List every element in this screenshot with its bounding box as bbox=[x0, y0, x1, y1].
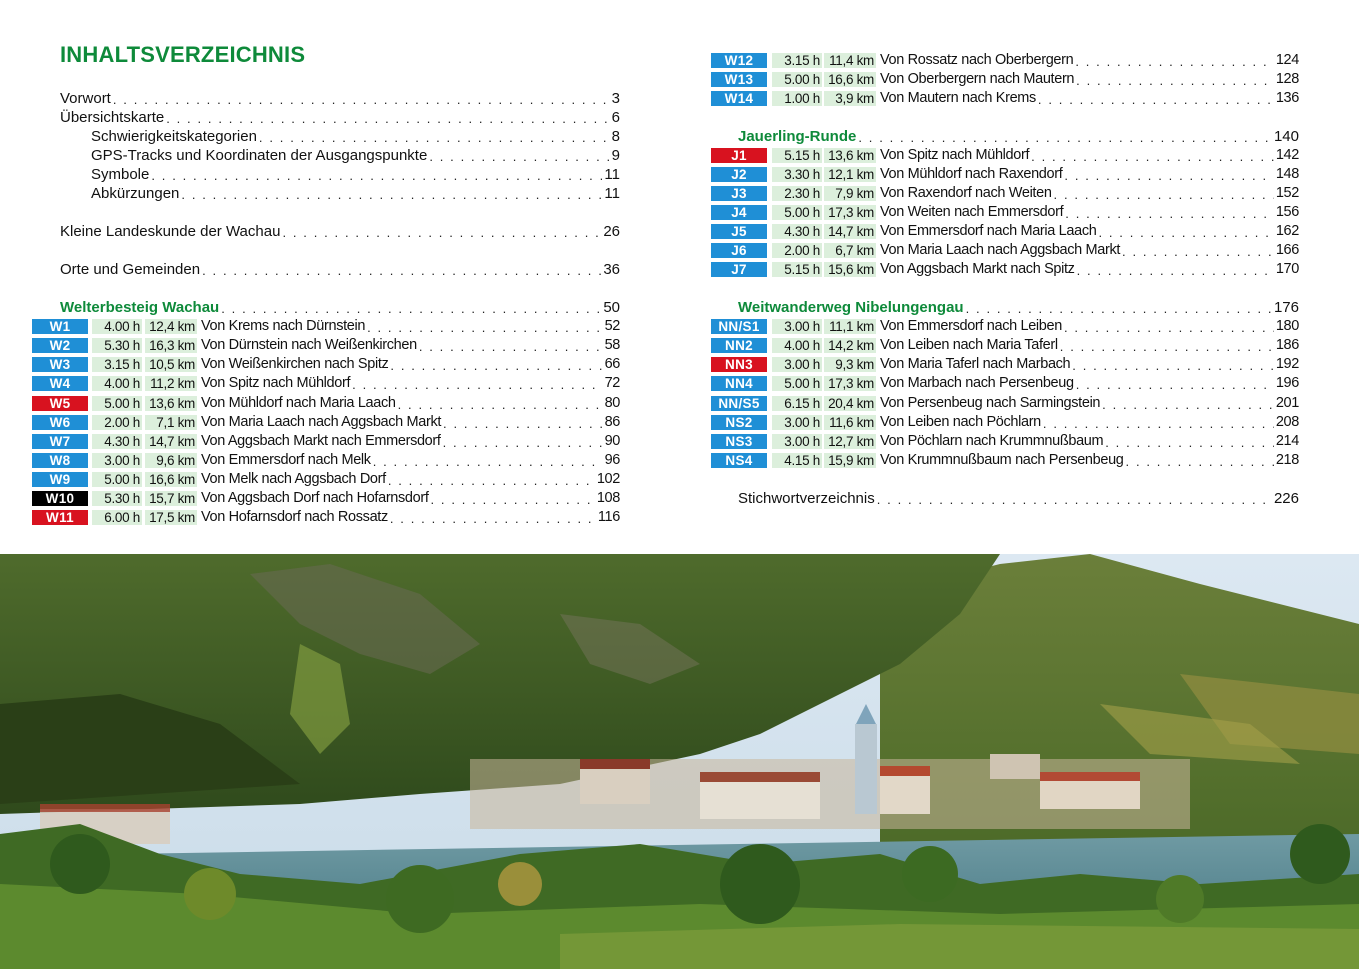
route-badge-j6: J6 bbox=[711, 243, 767, 258]
leader-dots bbox=[1122, 243, 1274, 260]
toc-entry-landeskunde[interactable] bbox=[60, 222, 620, 241]
route-entry-nn2[interactable] bbox=[880, 336, 1299, 355]
leader-dots bbox=[431, 491, 595, 508]
toc-subentry-gps[interactable] bbox=[91, 146, 620, 165]
leader-dots bbox=[1105, 434, 1274, 451]
route-badge-j2: J2 bbox=[711, 167, 767, 182]
route-badge-j3: J3 bbox=[711, 186, 767, 201]
leader-dots bbox=[429, 148, 609, 165]
route-page: 186 bbox=[1275, 337, 1299, 353]
leader-dots bbox=[1076, 376, 1274, 393]
route-time: 5.00 h bbox=[772, 376, 822, 391]
route-time: 5.30 h bbox=[92, 338, 142, 353]
route-badge-w11: W11 bbox=[32, 510, 88, 525]
toc-entry-page: 26 bbox=[603, 223, 620, 240]
route-entry-w6[interactable] bbox=[201, 413, 620, 432]
toc-subentry-symbole[interactable] bbox=[91, 165, 620, 184]
route-distance: 16,6 km bbox=[824, 72, 876, 87]
section-page: 50 bbox=[603, 299, 620, 316]
route-page: 196 bbox=[1275, 375, 1299, 391]
route-entry-w3[interactable] bbox=[201, 355, 620, 374]
leader-dots bbox=[1072, 357, 1274, 374]
route-entry-w12[interactable] bbox=[880, 51, 1299, 70]
route-entry-w5[interactable] bbox=[201, 394, 620, 413]
route-time: 4.15 h bbox=[772, 453, 822, 468]
section-title: Weitwanderweg Nibelungengau bbox=[738, 299, 964, 316]
route-entry-ns3[interactable] bbox=[880, 432, 1299, 451]
route-entry-w4[interactable] bbox=[201, 374, 620, 393]
route-page: 80 bbox=[604, 395, 620, 411]
route-distance: 11,2 km bbox=[145, 376, 197, 391]
route-entry-j7[interactable] bbox=[880, 260, 1299, 279]
toc-entry-page: 6 bbox=[611, 109, 620, 126]
leader-dots bbox=[181, 186, 602, 203]
route-page: 201 bbox=[1275, 395, 1299, 411]
route-page: 148 bbox=[1275, 166, 1299, 182]
route-entry-w2[interactable] bbox=[201, 336, 620, 355]
route-distance: 15,6 km bbox=[824, 262, 876, 277]
toc-subentry-schwierigkeit[interactable] bbox=[91, 127, 620, 146]
route-badge-j7: J7 bbox=[711, 262, 767, 277]
leader-dots bbox=[1076, 72, 1274, 89]
leader-dots bbox=[367, 319, 602, 336]
route-entry-w8[interactable] bbox=[201, 451, 620, 470]
route-badge-nn4: NN4 bbox=[711, 376, 767, 391]
toc-entry-page: 226 bbox=[1273, 490, 1299, 507]
route-badge-j4: J4 bbox=[711, 205, 767, 220]
toc-entry-title: Symbole bbox=[91, 166, 150, 183]
route-badge-w2: W2 bbox=[32, 338, 88, 353]
route-distance: 11,4 km bbox=[824, 53, 876, 68]
route-badge-w1: W1 bbox=[32, 319, 88, 334]
route-page: 214 bbox=[1275, 433, 1299, 449]
route-badge-nn3: NN3 bbox=[711, 357, 767, 372]
leader-dots bbox=[877, 491, 1272, 508]
route-distance: 17,3 km bbox=[824, 376, 876, 391]
leader-dots bbox=[443, 434, 603, 451]
route-distance: 12,1 km bbox=[824, 167, 876, 182]
leader-dots bbox=[419, 338, 603, 355]
route-page: 180 bbox=[1275, 318, 1299, 334]
route-badge-ns3: NS3 bbox=[711, 434, 767, 449]
leader-dots bbox=[1043, 415, 1274, 432]
route-badge-w10: W10 bbox=[32, 491, 88, 506]
route-entry-w1[interactable] bbox=[201, 317, 620, 336]
leader-dots bbox=[1031, 148, 1274, 165]
route-badge-ns2: NS2 bbox=[711, 415, 767, 430]
route-distance: 14,7 km bbox=[824, 224, 876, 239]
route-page: 124 bbox=[1275, 52, 1299, 68]
route-entry-j3[interactable] bbox=[880, 184, 1299, 203]
route-entry-w7[interactable] bbox=[201, 432, 620, 451]
route-distance: 3,9 km bbox=[824, 91, 876, 106]
route-entry-j2[interactable] bbox=[880, 165, 1299, 184]
route-entry-w14[interactable] bbox=[880, 89, 1299, 108]
route-distance: 11,1 km bbox=[824, 319, 876, 334]
route-entry-w10[interactable] bbox=[201, 489, 620, 508]
route-distance: 17,3 km bbox=[824, 205, 876, 220]
route-title: Von Krems nach Dürnstein bbox=[201, 318, 366, 334]
leader-dots bbox=[1065, 205, 1274, 222]
route-entry-j4[interactable] bbox=[880, 203, 1299, 222]
route-distance: 13,6 km bbox=[145, 396, 197, 411]
leader-dots bbox=[166, 110, 609, 127]
leader-dots bbox=[1075, 53, 1274, 70]
section-welterbesteig[interactable] bbox=[60, 298, 620, 317]
leader-dots bbox=[1126, 453, 1274, 470]
route-badge-w6: W6 bbox=[32, 415, 88, 430]
leader-dots bbox=[388, 472, 595, 489]
route-title: Von Leiben nach Maria Taferl bbox=[880, 337, 1058, 353]
leader-dots bbox=[202, 262, 601, 279]
route-entry-w13[interactable] bbox=[880, 70, 1299, 89]
route-title: Von Dürnstein nach Weißenkirchen bbox=[201, 337, 417, 353]
route-badge-w9: W9 bbox=[32, 472, 88, 487]
route-time: 5.30 h bbox=[92, 491, 142, 506]
toc-entry-title: Schwierigkeitskategorien bbox=[91, 128, 257, 145]
toc-entry-title: Stichwortverzeichnis bbox=[738, 490, 875, 507]
route-badge-ns4: NS4 bbox=[711, 453, 767, 468]
toc-entry-stichwort[interactable] bbox=[738, 489, 1299, 508]
leader-dots bbox=[443, 415, 603, 432]
route-title: Von Melk nach Aggsbach Dorf bbox=[201, 471, 386, 487]
leader-dots bbox=[151, 167, 602, 184]
route-distance: 12,4 km bbox=[145, 319, 197, 334]
route-time: 4.00 h bbox=[92, 319, 142, 334]
leader-dots bbox=[113, 91, 610, 108]
route-page: 128 bbox=[1275, 71, 1299, 87]
route-badge-w5: W5 bbox=[32, 396, 88, 411]
route-time: 5.00 h bbox=[92, 396, 142, 411]
route-page: 192 bbox=[1275, 356, 1299, 372]
toc-entry-page: 3 bbox=[611, 90, 620, 107]
toc-entry-page: 11 bbox=[604, 185, 620, 202]
route-page: 156 bbox=[1275, 204, 1299, 220]
route-time: 4.00 h bbox=[772, 338, 822, 353]
route-badge-w14: W14 bbox=[711, 91, 767, 106]
route-time: 5.00 h bbox=[772, 72, 822, 87]
route-distance: 14,2 km bbox=[824, 338, 876, 353]
route-page: 52 bbox=[604, 318, 620, 334]
route-title: Von Maria Laach nach Aggsbach Markt bbox=[201, 414, 442, 430]
toc-entry-title: Kleine Landeskunde der Wachau bbox=[60, 223, 281, 240]
route-page: 170 bbox=[1275, 261, 1299, 277]
route-time: 3.00 h bbox=[772, 415, 822, 430]
toc-subentry-abkuerzungen[interactable] bbox=[91, 184, 620, 203]
route-page: 86 bbox=[604, 414, 620, 430]
section-title: Jauerling-Runde bbox=[738, 128, 857, 145]
leader-dots bbox=[259, 129, 610, 146]
route-title: Von Weiten nach Emmersdorf bbox=[880, 204, 1064, 220]
route-distance: 10,5 km bbox=[145, 357, 197, 372]
route-distance: 7,1 km bbox=[145, 415, 197, 430]
leader-dots bbox=[390, 357, 602, 374]
toc-entry-title: Abkürzungen bbox=[91, 185, 180, 202]
route-distance: 6,7 km bbox=[824, 243, 876, 258]
route-time: 3.00 h bbox=[772, 319, 822, 334]
route-title: Von Marbach nach Persenbeug bbox=[880, 375, 1074, 391]
route-title: Von Spitz nach Mühldorf bbox=[201, 375, 351, 391]
route-title: Von Aggsbach Markt nach Spitz bbox=[880, 261, 1075, 277]
route-entry-nn4[interactable] bbox=[880, 374, 1299, 393]
route-entry-nn-s5[interactable] bbox=[880, 394, 1299, 413]
route-title: Von Maria Taferl nach Marbach bbox=[880, 356, 1071, 372]
route-title: Von Mühldorf nach Raxendorf bbox=[880, 166, 1063, 182]
route-entry-nn3[interactable] bbox=[880, 355, 1299, 374]
route-time: 4.00 h bbox=[92, 376, 142, 391]
route-distance: 9,3 km bbox=[824, 357, 876, 372]
wachau-landscape-photo bbox=[0, 554, 1359, 969]
route-time: 5.00 h bbox=[772, 205, 822, 220]
route-time: 5.15 h bbox=[772, 262, 822, 277]
route-time: 1.00 h bbox=[772, 91, 822, 106]
page-title: INHALTSVERZEICHNIS bbox=[60, 42, 306, 67]
route-title: Von Persenbeug nach Sarmingstein bbox=[880, 395, 1101, 411]
toc-entry-orte[interactable] bbox=[60, 260, 620, 279]
route-time: 4.30 h bbox=[772, 224, 822, 239]
route-page: 102 bbox=[596, 471, 620, 487]
route-title: Von Hofarnsdorf nach Rossatz bbox=[201, 509, 388, 525]
route-title: Von Maria Laach nach Aggsbach Markt bbox=[880, 242, 1121, 258]
route-distance: 15,9 km bbox=[824, 453, 876, 468]
route-entry-nn-s1[interactable] bbox=[880, 317, 1299, 336]
route-page: 142 bbox=[1275, 147, 1299, 163]
route-entry-w11[interactable] bbox=[201, 508, 620, 527]
route-distance: 15,7 km bbox=[145, 491, 197, 506]
leader-dots bbox=[1064, 319, 1274, 336]
leader-dots bbox=[390, 510, 596, 527]
route-distance: 16,3 km bbox=[145, 338, 197, 353]
route-time: 3.30 h bbox=[772, 167, 822, 182]
route-title: Von Leiben nach Pöchlarn bbox=[880, 414, 1041, 430]
leader-dots bbox=[966, 300, 1272, 317]
leader-dots bbox=[221, 300, 601, 317]
route-badge-w3: W3 bbox=[32, 357, 88, 372]
route-page: 108 bbox=[596, 490, 620, 506]
leader-dots bbox=[352, 376, 602, 393]
route-time: 5.00 h bbox=[92, 472, 142, 487]
route-entry-j6[interactable] bbox=[880, 241, 1299, 260]
leader-dots bbox=[1060, 338, 1274, 355]
route-entry-w9[interactable] bbox=[201, 470, 620, 489]
route-title: Von Pöchlarn nach Krummnußbaum bbox=[880, 433, 1104, 449]
route-distance: 17,5 km bbox=[145, 510, 197, 525]
route-title: Von Mautern nach Krems bbox=[880, 90, 1036, 106]
route-page: 152 bbox=[1275, 185, 1299, 201]
route-distance: 20,4 km bbox=[824, 396, 876, 411]
route-title: Von Oberbergern nach Mautern bbox=[880, 71, 1075, 87]
route-page: 116 bbox=[597, 509, 620, 525]
leader-dots bbox=[1098, 224, 1273, 241]
route-distance: 7,9 km bbox=[824, 186, 876, 201]
route-title: Von Emmersdorf nach Melk bbox=[201, 452, 371, 468]
route-time: 2.30 h bbox=[772, 186, 822, 201]
section-page: 176 bbox=[1273, 299, 1299, 316]
toc-entry-title: Vorwort bbox=[60, 90, 111, 107]
toc-entry-title: Übersichtskarte bbox=[60, 109, 165, 126]
route-page: 58 bbox=[604, 337, 620, 353]
leader-dots bbox=[1077, 262, 1274, 279]
route-distance: 11,6 km bbox=[824, 415, 876, 430]
route-distance: 14,7 km bbox=[145, 434, 197, 449]
route-page: 208 bbox=[1275, 414, 1299, 430]
leader-dots bbox=[858, 129, 1272, 146]
route-badge-w4: W4 bbox=[32, 376, 88, 391]
route-badge-w13: W13 bbox=[711, 72, 767, 87]
route-time: 3.15 h bbox=[772, 53, 822, 68]
route-title: Von Mühldorf nach Maria Laach bbox=[201, 395, 396, 411]
route-badge-j1: J1 bbox=[711, 148, 767, 163]
route-title: Von Raxendorf nach Weiten bbox=[880, 185, 1052, 201]
route-badge-nn-s5: NN/S5 bbox=[711, 396, 767, 411]
section-title: Welterbesteig Wachau bbox=[60, 299, 220, 316]
leader-dots bbox=[1064, 167, 1273, 184]
route-page: 96 bbox=[604, 452, 620, 468]
route-entry-j5[interactable] bbox=[880, 222, 1299, 241]
route-time: 2.00 h bbox=[92, 415, 142, 430]
route-page: 90 bbox=[604, 433, 620, 449]
route-title: Von Spitz nach Mühldorf bbox=[880, 147, 1030, 163]
route-distance: 12,7 km bbox=[824, 434, 876, 449]
route-time: 3.00 h bbox=[92, 453, 142, 468]
route-entry-ns4[interactable] bbox=[880, 451, 1299, 470]
toc-entry-page: 8 bbox=[611, 128, 620, 145]
route-time: 3.00 h bbox=[772, 357, 822, 372]
leader-dots bbox=[398, 396, 603, 413]
route-page: 72 bbox=[604, 375, 620, 391]
route-distance: 9,6 km bbox=[145, 453, 197, 468]
route-distance: 16,6 km bbox=[145, 472, 197, 487]
route-badge-w12: W12 bbox=[711, 53, 767, 68]
route-title: Von Emmersdorf nach Leiben bbox=[880, 318, 1062, 334]
route-page: 66 bbox=[604, 356, 620, 372]
route-entry-ns2[interactable] bbox=[880, 413, 1299, 432]
leader-dots bbox=[282, 224, 601, 241]
route-badge-j5: J5 bbox=[711, 224, 767, 239]
route-title: Von Krummnußbaum nach Persenbeug bbox=[880, 452, 1124, 468]
toc-entry-page: 9 bbox=[611, 147, 620, 164]
leader-dots bbox=[373, 453, 603, 470]
route-page: 218 bbox=[1275, 452, 1299, 468]
toc-entry-vorwort[interactable] bbox=[60, 89, 620, 108]
leader-dots bbox=[1102, 396, 1274, 413]
route-time: 6.00 h bbox=[92, 510, 142, 525]
route-entry-j1[interactable] bbox=[880, 146, 1299, 165]
route-title: Von Aggsbach Dorf nach Hofarnsdorf bbox=[201, 490, 429, 506]
route-title: Von Aggsbach Markt nach Emmersdorf bbox=[201, 433, 441, 449]
route-time: 2.00 h bbox=[772, 243, 822, 258]
toc-entry-title: Orte und Gemeinden bbox=[60, 261, 201, 278]
route-title: Von Rossatz nach Oberbergern bbox=[880, 52, 1074, 68]
toc-entry-uebersichtskarte[interactable] bbox=[60, 108, 620, 127]
route-page: 166 bbox=[1275, 242, 1299, 258]
route-time: 3.15 h bbox=[92, 357, 142, 372]
route-time: 4.30 h bbox=[92, 434, 142, 449]
section-nibelungengau[interactable] bbox=[738, 298, 1299, 317]
leader-dots bbox=[1038, 91, 1274, 108]
toc-entry-page: 36 bbox=[603, 261, 620, 278]
route-page: 162 bbox=[1275, 223, 1299, 239]
route-time: 6.15 h bbox=[772, 396, 822, 411]
route-title: Von Weißenkirchen nach Spitz bbox=[201, 356, 389, 372]
route-page: 136 bbox=[1275, 90, 1299, 106]
section-jauerling[interactable] bbox=[738, 127, 1299, 146]
route-title: Von Emmersdorf nach Maria Laach bbox=[880, 223, 1097, 239]
route-badge-nn-s1: NN/S1 bbox=[711, 319, 767, 334]
route-time: 5.15 h bbox=[772, 148, 822, 163]
route-badge-w8: W8 bbox=[32, 453, 88, 468]
section-page: 140 bbox=[1273, 128, 1299, 145]
route-badge-nn2: NN2 bbox=[711, 338, 767, 353]
route-time: 3.00 h bbox=[772, 434, 822, 449]
toc-entry-page: 11 bbox=[604, 166, 620, 183]
toc-entry-title: GPS-Tracks und Koordinaten der Ausgangspunkte bbox=[91, 147, 428, 164]
route-badge-w7: W7 bbox=[32, 434, 88, 449]
leader-dots bbox=[1054, 186, 1274, 203]
route-distance: 13,6 km bbox=[824, 148, 876, 163]
